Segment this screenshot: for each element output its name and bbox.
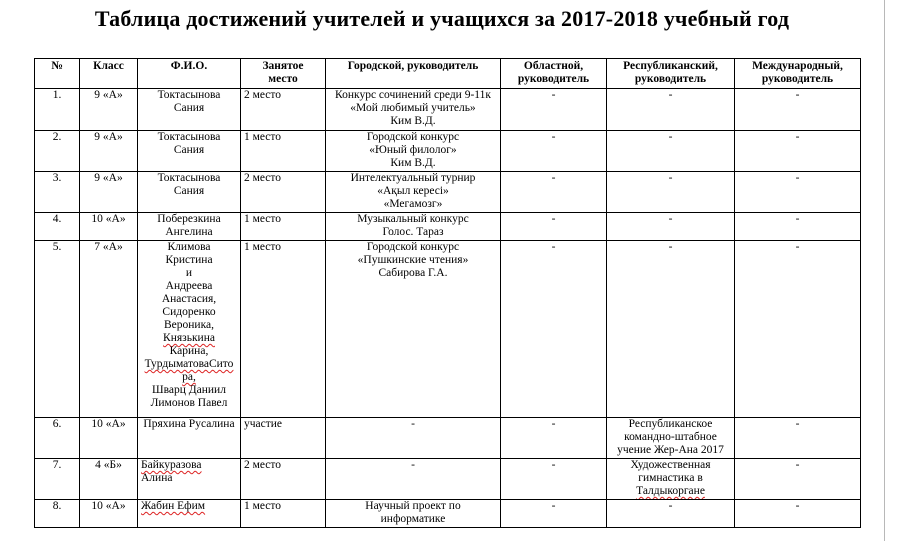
cell-city [326, 213, 501, 241]
cell-republic: - [607, 500, 735, 528]
table-row [35, 131, 861, 172]
republic-line: командно-штабное [624, 431, 717, 443]
cell-place: 2 место [241, 172, 326, 213]
page-edge [884, 0, 885, 541]
cell-republic [607, 459, 735, 500]
header-international-line: Международный, [752, 60, 843, 72]
fio-line: Токтасынова [157, 172, 221, 184]
document-title: Таблица достижений учителей и учащихся за 2017-2018 учебный год [94, 6, 790, 31]
cell-international: - [735, 131, 861, 172]
cell-place: 2 место [241, 459, 326, 500]
header-number: № [35, 59, 80, 89]
header-class: Класс [80, 59, 138, 89]
republic-line: учение Жер-Ана 2017 [617, 444, 724, 456]
header-oblast-line: Областной, [523, 60, 584, 72]
table-row [35, 89, 861, 131]
city-line: Музыкальный конкурс [357, 213, 469, 225]
cell-place: 1 место [241, 131, 326, 172]
fio-line: Сания [173, 144, 205, 156]
table-row [35, 459, 861, 500]
city-line: Научный проект по [365, 500, 461, 512]
republic-line: гимнастика в [638, 472, 703, 484]
cell-republic: - [607, 131, 735, 172]
city-line: «Юный филолог» [369, 144, 457, 156]
cell-place: 1 место [241, 213, 326, 241]
cell-place: 2 место [241, 89, 326, 131]
cell-republic: - [607, 241, 735, 418]
cell-oblast: - [501, 418, 607, 459]
cell-fio [138, 172, 241, 213]
fio-line: Карина, [169, 345, 209, 357]
city-line: «Ақыл кересі» [377, 185, 449, 197]
fio-line: Токтасынова [157, 131, 221, 143]
fio-line: Ангелина [165, 226, 213, 238]
cell-fio [138, 459, 241, 500]
cell-international: - [735, 459, 861, 500]
cell-city [326, 172, 501, 213]
fio-line: Лимонов Павел [150, 397, 228, 409]
city-line: Городской конкурс [366, 131, 460, 143]
header-place-line: место [268, 73, 298, 85]
cell-number: 7. [35, 459, 80, 500]
cell-oblast: - [501, 131, 607, 172]
cell-oblast: - [501, 500, 607, 528]
cell-republic: - [607, 172, 735, 213]
cell-oblast: - [501, 172, 607, 213]
header-place [241, 59, 326, 89]
cell-oblast: - [501, 89, 607, 131]
cell-class: 9 «А» [80, 89, 138, 131]
cell-international: - [735, 172, 861, 213]
header-city: Городской, руководитель [326, 59, 501, 89]
fio-line: Сидоренко [162, 306, 216, 318]
header-fio: Ф.И.О. [138, 59, 241, 89]
cell-class: 10 «А» [80, 418, 138, 459]
cell-fio [138, 500, 241, 528]
city-line: Сабирова Г.А. [378, 267, 448, 279]
table-row [35, 500, 861, 528]
cell-republic: - [607, 213, 735, 241]
cell-number: 4. [35, 213, 80, 241]
table-header-row [35, 59, 861, 89]
cell-city [326, 131, 501, 172]
cell-number: 1. [35, 89, 80, 131]
fio-line: и [185, 267, 193, 279]
cell-city [326, 89, 501, 131]
cell-class: 10 «А» [80, 500, 138, 528]
fio-line: Поберезкина [157, 213, 221, 225]
fio-line: Вероника, [164, 319, 214, 331]
cell-class: 7 «А» [80, 241, 138, 418]
fio-line: Байкуразова [141, 459, 202, 471]
cell-international: - [735, 241, 861, 418]
cell-international: - [735, 500, 861, 528]
city-line: Конкурс сочинений среди 9-11к [335, 89, 491, 101]
cell-city: - [326, 459, 501, 500]
fio-line: Климова [167, 241, 211, 253]
cell-number: 6. [35, 418, 80, 459]
city-line: информатике [380, 513, 446, 525]
fio-line: Кристина [165, 254, 213, 266]
fio-line: Анастасия, [161, 293, 217, 305]
fio-line: ТурдыматоваСито [144, 358, 234, 370]
cell-international: - [735, 418, 861, 459]
fio-line: Жабин Ефим [141, 500, 206, 512]
header-oblast [501, 59, 607, 89]
cell-place: 1 место [241, 500, 326, 528]
city-line: Голос. Тараз [382, 226, 444, 238]
header-republic-line: Республиканский, [623, 60, 718, 72]
republic-line: Талдыкоргане [636, 485, 705, 497]
cell-fio [138, 241, 241, 418]
cell-oblast: - [501, 213, 607, 241]
fio-line: Токтасынова [157, 89, 221, 101]
header-international-line: руководитель [761, 73, 834, 85]
cell-city [326, 500, 501, 528]
city-line: Ким В.Д. [390, 157, 436, 169]
header-oblast-line: руководитель [517, 73, 590, 85]
cell-number: 3. [35, 172, 80, 213]
header-place-line: Занятое [262, 60, 304, 72]
cell-number: 5. [35, 241, 80, 418]
cell-city [326, 241, 501, 418]
cell-fio [138, 131, 241, 172]
fio-line: Андреева [165, 280, 213, 292]
table-row [35, 172, 861, 213]
cell-number: 8. [35, 500, 80, 528]
cell-fio [138, 89, 241, 131]
header-republic [607, 59, 735, 89]
fio-line: Шварц Даниил [152, 384, 226, 396]
cell-oblast: - [501, 459, 607, 500]
table-row [35, 241, 861, 418]
cell-oblast: - [501, 241, 607, 418]
cell-class: 10 «А» [80, 213, 138, 241]
cell-international: - [735, 89, 861, 131]
table-row [35, 418, 861, 459]
fio-line: Сания [173, 185, 205, 197]
cell-international: - [735, 213, 861, 241]
republic-line: Художественная [630, 459, 711, 471]
cell-city: - [326, 418, 501, 459]
cell-place: участие [241, 418, 326, 459]
fio-line: ра, [182, 371, 196, 383]
achievements-table [34, 58, 861, 528]
republic-line: Республиканское [628, 418, 713, 430]
cell-number: 2. [35, 131, 80, 172]
cell-republic: - [607, 89, 735, 131]
city-line: «Мой любимый учитель» [350, 102, 476, 114]
city-line: Интелектуальный турнир [350, 172, 476, 184]
header-republic-line: руководитель [634, 73, 707, 85]
table-row [35, 213, 861, 241]
city-line: «Пушкинские чтения» [357, 254, 469, 266]
city-line: Ким В.Д. [390, 115, 436, 127]
header-international [735, 59, 861, 89]
fio-line: Князькина [163, 332, 215, 344]
cell-place: 1 место [241, 241, 326, 418]
city-line: Городской конкурс [366, 241, 460, 253]
fio-line: Пряхина Русалина [143, 418, 235, 430]
cell-class: 9 «А» [80, 172, 138, 213]
cell-class: 4 «Б» [80, 459, 138, 500]
fio-line: Сания [173, 102, 205, 114]
cell-fio [138, 213, 241, 241]
cell-fio [138, 418, 241, 459]
cell-republic [607, 418, 735, 459]
city-line: «Мегамозг» [383, 198, 443, 210]
fio-line: Алина [141, 472, 173, 484]
cell-class: 9 «А» [80, 131, 138, 172]
